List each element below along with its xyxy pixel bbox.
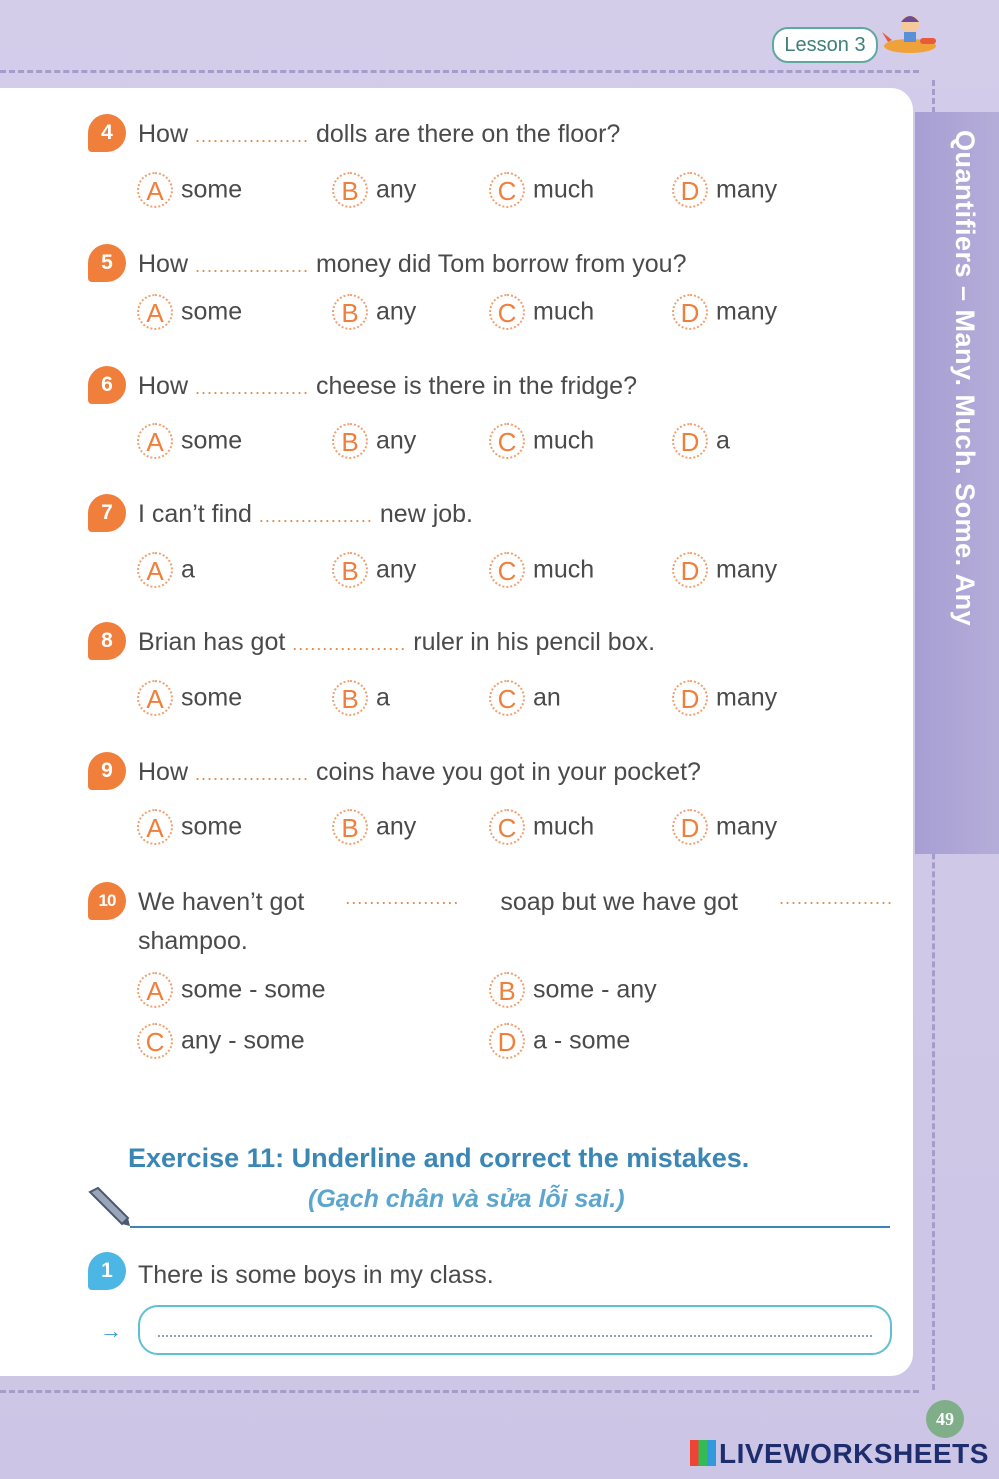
question-text [138, 372, 637, 401]
question-number: 4 [88, 114, 126, 152]
option-text: a [716, 426, 730, 455]
question-text-part: How [138, 120, 189, 148]
option-A[interactable] [137, 294, 242, 334]
option-letter: C [489, 172, 525, 208]
question-text [138, 250, 687, 279]
answer-blank[interactable]: ................... [194, 378, 309, 398]
option-text: an [533, 683, 561, 712]
option-C[interactable] [489, 680, 561, 720]
item-number: 1 [88, 1252, 126, 1290]
option-A[interactable] [137, 172, 242, 212]
option-text: any [376, 555, 417, 584]
option-letter: B [332, 172, 368, 208]
option-text: some - some [181, 975, 326, 1004]
option-letter: D [489, 1023, 525, 1059]
option-letter: B [332, 552, 368, 588]
option-A[interactable] [137, 809, 242, 849]
option-letter: A [137, 172, 173, 208]
question-text-part: How [138, 758, 189, 786]
option-C[interactable] [489, 552, 594, 592]
option-C[interactable] [489, 294, 594, 334]
option-B[interactable] [332, 294, 416, 334]
option-D[interactable] [672, 809, 777, 849]
option-text: much [533, 426, 595, 455]
exercise-subtitle: (Gạch chân và sửa lỗi sai.) [308, 1185, 625, 1213]
answer-blank[interactable]: ................... [194, 764, 309, 784]
option-text: a - some [533, 1026, 631, 1055]
option-text: much [533, 175, 595, 204]
liveworksheets-logo-icon [690, 1440, 716, 1466]
answer-blank[interactable]: ................... [194, 126, 309, 146]
option-letter: C [489, 809, 525, 845]
option-text: much [533, 297, 595, 326]
side-tab-title: Quantifiers – Many. Much. Some. Any [950, 130, 980, 627]
option-letter: C [489, 294, 525, 330]
question-text-part: I can’t find [138, 500, 252, 528]
question-text-part: ruler in his pencil box. [413, 628, 656, 656]
question-text-part: cheese is there in the fridge? [315, 372, 637, 400]
option-A[interactable] [137, 552, 195, 592]
question-text-part: dolls are there on the floor? [315, 120, 621, 148]
option-letter: B [332, 809, 368, 845]
question-text [138, 120, 620, 149]
option-text: a [376, 683, 390, 712]
item-text: There is some boys in my class. [138, 1261, 494, 1289]
option-D[interactable] [672, 172, 777, 212]
question-number: 5 [88, 244, 126, 282]
worksheet-card [0, 88, 913, 1376]
option-letter: C [489, 680, 525, 716]
option-A[interactable] [137, 423, 242, 463]
answer-blank[interactable]: ................... [194, 256, 309, 276]
option-text: any [376, 175, 417, 204]
exercise-underline [130, 1226, 890, 1228]
option-letter: A [137, 972, 173, 1008]
question-text-part: new job. [379, 500, 474, 528]
option-A[interactable] [137, 972, 325, 1012]
question-text [138, 888, 893, 917]
answer-dotted-line [158, 1335, 872, 1337]
option-text: many [716, 683, 778, 712]
option-D[interactable] [672, 423, 730, 463]
pencil-icon [84, 1186, 132, 1228]
option-letter: D [672, 552, 708, 588]
answer-blank[interactable]: ................... [778, 888, 893, 908]
option-D[interactable] [489, 1023, 630, 1063]
option-text: some [181, 175, 243, 204]
exercise-title: Exercise 11: Underline and correct the mistakes. [128, 1143, 750, 1173]
lesson-badge: Lesson 3 [772, 27, 878, 63]
option-B[interactable] [332, 423, 416, 463]
option-text: many [716, 175, 778, 204]
option-text: any [376, 812, 417, 841]
question-text-part: soap but we have got [500, 888, 738, 916]
option-text: any [376, 297, 417, 326]
option-letter: B [489, 972, 525, 1008]
option-text: many [716, 297, 778, 326]
answer-input[interactable] [138, 1305, 892, 1355]
option-letter: D [672, 172, 708, 208]
option-letter: A [137, 423, 173, 459]
bottom-dashed-divider [0, 1390, 919, 1393]
question-text-part: coins have you got in your pocket? [315, 758, 701, 786]
option-letter: A [137, 552, 173, 588]
question-number: 6 [88, 366, 126, 404]
option-text: some [181, 426, 243, 455]
option-text: some - any [533, 975, 657, 1004]
option-C[interactable] [489, 809, 594, 849]
option-C[interactable] [137, 1023, 305, 1063]
question-text [138, 758, 701, 787]
option-text: any [376, 426, 417, 455]
option-B[interactable] [489, 972, 657, 1012]
option-text: some [181, 683, 243, 712]
answer-blank[interactable]: ................... [345, 888, 460, 908]
option-letter: D [672, 294, 708, 330]
option-letter: A [137, 680, 173, 716]
option-letter: D [672, 423, 708, 459]
question-text [138, 628, 655, 657]
option-text: many [716, 555, 778, 584]
option-letter: B [332, 294, 368, 330]
option-C[interactable] [489, 423, 594, 463]
question-number: 9 [88, 752, 126, 790]
option-text: any - some [181, 1026, 305, 1055]
top-dashed-divider [0, 70, 919, 73]
option-D[interactable] [672, 552, 777, 592]
option-letter: C [489, 552, 525, 588]
question-number: 10 [88, 882, 126, 920]
option-B[interactable] [332, 172, 416, 212]
question-text-part: Brian has got [138, 628, 286, 656]
option-text: a [181, 555, 195, 584]
option-C[interactable] [489, 172, 594, 212]
answer-blank[interactable]: ................... [292, 634, 407, 654]
question-text-part: How [138, 250, 189, 278]
option-letter: D [672, 809, 708, 845]
option-text: many [716, 812, 778, 841]
question-text-part: money did Tom borrow from you? [315, 250, 687, 278]
option-text: much [533, 812, 595, 841]
answer-blank[interactable]: ................... [258, 506, 373, 526]
question-number: 8 [88, 622, 126, 660]
watermark [690, 1438, 989, 1470]
option-letter: D [672, 680, 708, 716]
page-number: 49 [926, 1400, 964, 1438]
option-D[interactable] [672, 680, 777, 720]
option-letter: C [137, 1023, 173, 1059]
option-text: some [181, 297, 243, 326]
option-A[interactable] [137, 680, 242, 720]
option-D[interactable] [672, 294, 777, 334]
arrow-icon: → [100, 1318, 122, 1343]
option-letter: A [137, 809, 173, 845]
question-number: 7 [88, 494, 126, 532]
question-text-part: We haven’t got [138, 888, 305, 916]
option-text: some [181, 812, 243, 841]
question-text-line2: shampoo. [138, 927, 248, 955]
question-text [138, 500, 473, 529]
option-letter: B [332, 680, 368, 716]
option-B[interactable] [332, 809, 416, 849]
option-letter: C [489, 423, 525, 459]
boy-on-plane-icon [880, 8, 940, 60]
option-B[interactable] [332, 680, 390, 720]
watermark-text: LIVEWORKSHEETS [719, 1438, 989, 1469]
option-letter: B [332, 423, 368, 459]
question-text-part: How [138, 372, 189, 400]
option-B[interactable] [332, 552, 416, 592]
option-text: much [533, 555, 595, 584]
option-letter: A [137, 294, 173, 330]
